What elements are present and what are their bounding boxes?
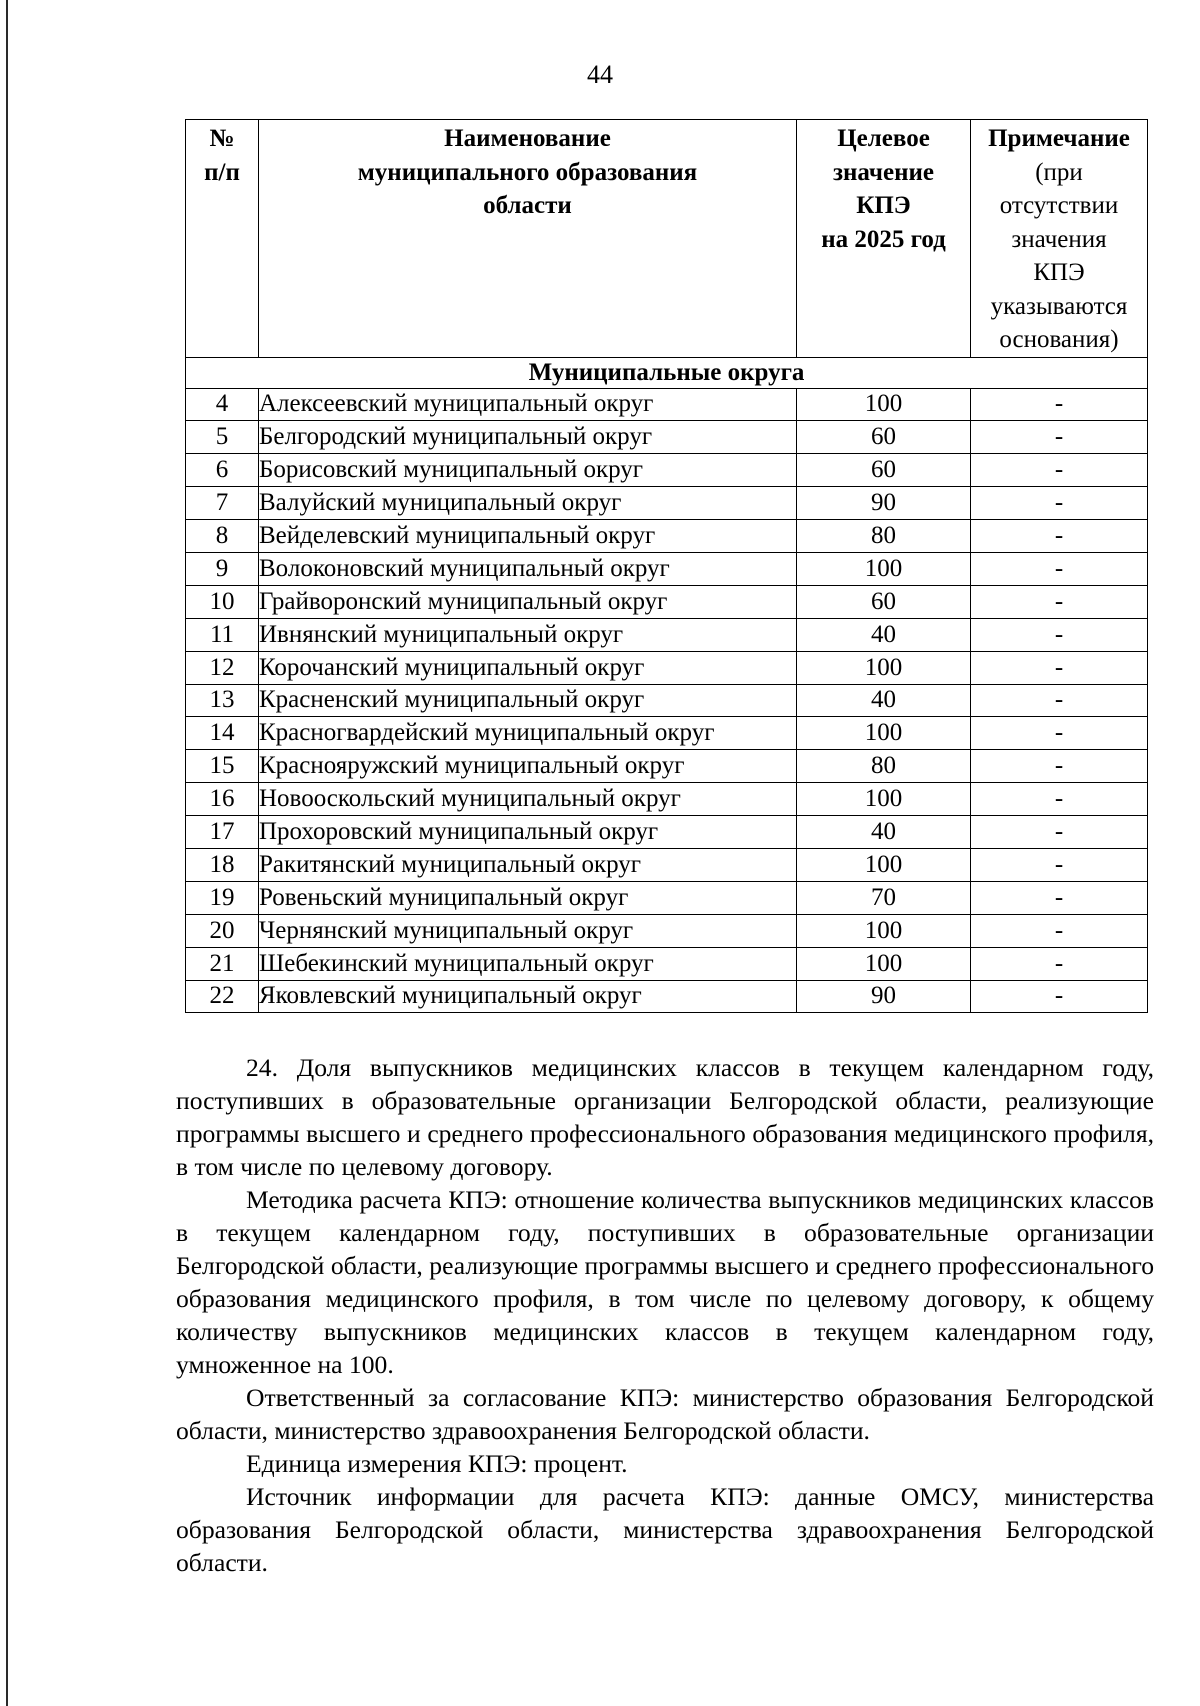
row-note: - — [971, 421, 1148, 454]
kpe-table — [185, 119, 1148, 1013]
table-row — [186, 454, 1148, 487]
row-target-value: 100 — [797, 552, 971, 585]
row-target-value: 60 — [797, 585, 971, 618]
table-header-row — [186, 120, 1148, 358]
row-municipality-name: Борисовский муниципальный округ — [259, 454, 797, 487]
row-target-value: 100 — [797, 947, 971, 980]
header-number: № п/п — [186, 120, 259, 358]
table-row — [186, 783, 1148, 816]
row-number: 21 — [186, 947, 259, 980]
row-target-value: 70 — [797, 881, 971, 914]
row-note: - — [971, 520, 1148, 553]
row-target-value: 40 — [797, 816, 971, 849]
row-municipality-name: Новооскольский муниципальный округ — [259, 783, 797, 816]
calculation-method-paragraph: Методика расчета КПЭ: отношение количества выпускников медицинских классов в текущем календарном году, поступивших в образовательные организации Белгородской области, реализующие программы высшего и среднего профессионального образования медицинского профиля, в том числе по целевому договору, к общему количеству выпускников медицинских классов в текущем календарном году, умноженное на 100. — [176, 1185, 1154, 1379]
row-number: 8 — [186, 520, 259, 553]
row-target-value: 60 — [797, 454, 971, 487]
row-number: 12 — [186, 651, 259, 684]
row-note: - — [971, 816, 1148, 849]
source-paragraph: Источник информации для расчета КПЭ: данные ОМСУ, министерства образования Белгородской области, министерства здравоохранения Белгородской области. — [176, 1482, 1154, 1577]
row-municipality-name: Яковлевский муниципальный округ — [259, 980, 797, 1013]
row-note: - — [971, 980, 1148, 1013]
table-row — [186, 388, 1148, 421]
row-note: - — [971, 947, 1148, 980]
row-note: - — [971, 585, 1148, 618]
table-row — [186, 487, 1148, 520]
row-municipality-name: Ивнянский муниципальный округ — [259, 618, 797, 651]
row-note: - — [971, 848, 1148, 881]
row-number: 10 — [186, 585, 259, 618]
row-municipality-name: Ровеньский муниципальный округ — [259, 881, 797, 914]
row-target-value: 100 — [797, 717, 971, 750]
row-note: - — [971, 717, 1148, 750]
row-number: 5 — [186, 421, 259, 454]
row-number: 18 — [186, 848, 259, 881]
row-target-value: 80 — [797, 520, 971, 553]
row-note: - — [971, 618, 1148, 651]
row-number: 13 — [186, 684, 259, 717]
row-municipality-name: Ракитянский муниципальный округ — [259, 848, 797, 881]
table-row — [186, 585, 1148, 618]
row-municipality-name: Вейделевский муниципальный округ — [259, 520, 797, 553]
table-row — [186, 552, 1148, 585]
table-row — [186, 651, 1148, 684]
table-row — [186, 881, 1148, 914]
row-note: - — [971, 881, 1148, 914]
header-municipality-name: Наименование муниципального образования области — [259, 120, 797, 358]
indicator-title-paragraph: 24. Доля выпускников медицинских классов в текущем календарном году, поступивших в образовательные организации Белгородской области, реализующие программы высшего и среднего профессионального образования медицинского профиля, в том числе по целевому договору. — [176, 1053, 1154, 1181]
row-number: 6 — [186, 454, 259, 487]
row-municipality-name: Красногвардейский муниципальный округ — [259, 717, 797, 750]
row-municipality-name: Чернянский муниципальный округ — [259, 914, 797, 947]
row-municipality-name: Валуйский муниципальный округ — [259, 487, 797, 520]
row-number: 20 — [186, 914, 259, 947]
header-target-value: Целевое значение КПЭ на 2025 год — [797, 120, 971, 358]
unit-paragraph: Единица измерения КПЭ: процент. — [246, 1449, 628, 1478]
row-municipality-name: Алексеевский муниципальный округ — [259, 388, 797, 421]
row-note: - — [971, 684, 1148, 717]
row-note: - — [971, 552, 1148, 585]
row-municipality-name: Белгородский муниципальный округ — [259, 421, 797, 454]
header-note-description: (при отсутствии значения КПЭ указываются основания) — [990, 158, 1128, 353]
table-row — [186, 684, 1148, 717]
table-row — [186, 717, 1148, 750]
table-row — [186, 618, 1148, 651]
row-number: 19 — [186, 881, 259, 914]
row-number: 11 — [186, 618, 259, 651]
row-municipality-name: Волоконовский муниципальный округ — [259, 552, 797, 585]
row-target-value: 80 — [797, 750, 971, 783]
header-note — [971, 120, 1148, 358]
table-row — [186, 947, 1148, 980]
table-row — [186, 848, 1148, 881]
row-target-value: 90 — [797, 487, 971, 520]
table-row — [186, 520, 1148, 553]
row-note: - — [971, 651, 1148, 684]
row-number: 22 — [186, 980, 259, 1013]
section-row — [186, 357, 1148, 388]
row-note: - — [971, 914, 1148, 947]
row-target-value: 60 — [797, 421, 971, 454]
row-number: 17 — [186, 816, 259, 849]
row-note: - — [971, 783, 1148, 816]
row-number: 16 — [186, 783, 259, 816]
row-municipality-name: Красненский муниципальный округ — [259, 684, 797, 717]
row-target-value: 40 — [797, 618, 971, 651]
row-municipality-name: Грайворонский муниципальный округ — [259, 585, 797, 618]
row-number: 7 — [186, 487, 259, 520]
page-number: 44 — [587, 60, 613, 89]
table-row — [186, 750, 1148, 783]
row-target-value: 100 — [797, 651, 971, 684]
table-row — [186, 816, 1148, 849]
row-target-value: 100 — [797, 783, 971, 816]
row-note: - — [971, 454, 1148, 487]
table-row — [186, 980, 1148, 1013]
scan-edge-line — [6, 0, 8, 1706]
row-number: 4 — [186, 388, 259, 421]
row-target-value: 90 — [797, 980, 971, 1013]
responsible-paragraph: Ответственный за согласование КПЭ: министерство образования Белгородской области, министерство здравоохранения Белгородской области. — [176, 1383, 1154, 1445]
row-municipality-name: Краснояружский муниципальный округ — [259, 750, 797, 783]
header-note-title: Примечание — [988, 125, 1130, 152]
table-row — [186, 421, 1148, 454]
body-text — [176, 1051, 1154, 1579]
table-row — [186, 914, 1148, 947]
row-target-value: 40 — [797, 684, 971, 717]
row-note: - — [971, 750, 1148, 783]
section-title: Муниципальные округа — [186, 357, 1148, 388]
row-target-value: 100 — [797, 848, 971, 881]
row-number: 15 — [186, 750, 259, 783]
row-municipality-name: Прохоровский муниципальный округ — [259, 816, 797, 849]
row-municipality-name: Шебекинский муниципальный округ — [259, 947, 797, 980]
row-target-value: 100 — [797, 388, 971, 421]
row-number: 9 — [186, 552, 259, 585]
row-note: - — [971, 487, 1148, 520]
row-number: 14 — [186, 717, 259, 750]
row-target-value: 100 — [797, 914, 971, 947]
row-municipality-name: Корочанский муниципальный округ — [259, 651, 797, 684]
row-note: - — [971, 388, 1148, 421]
